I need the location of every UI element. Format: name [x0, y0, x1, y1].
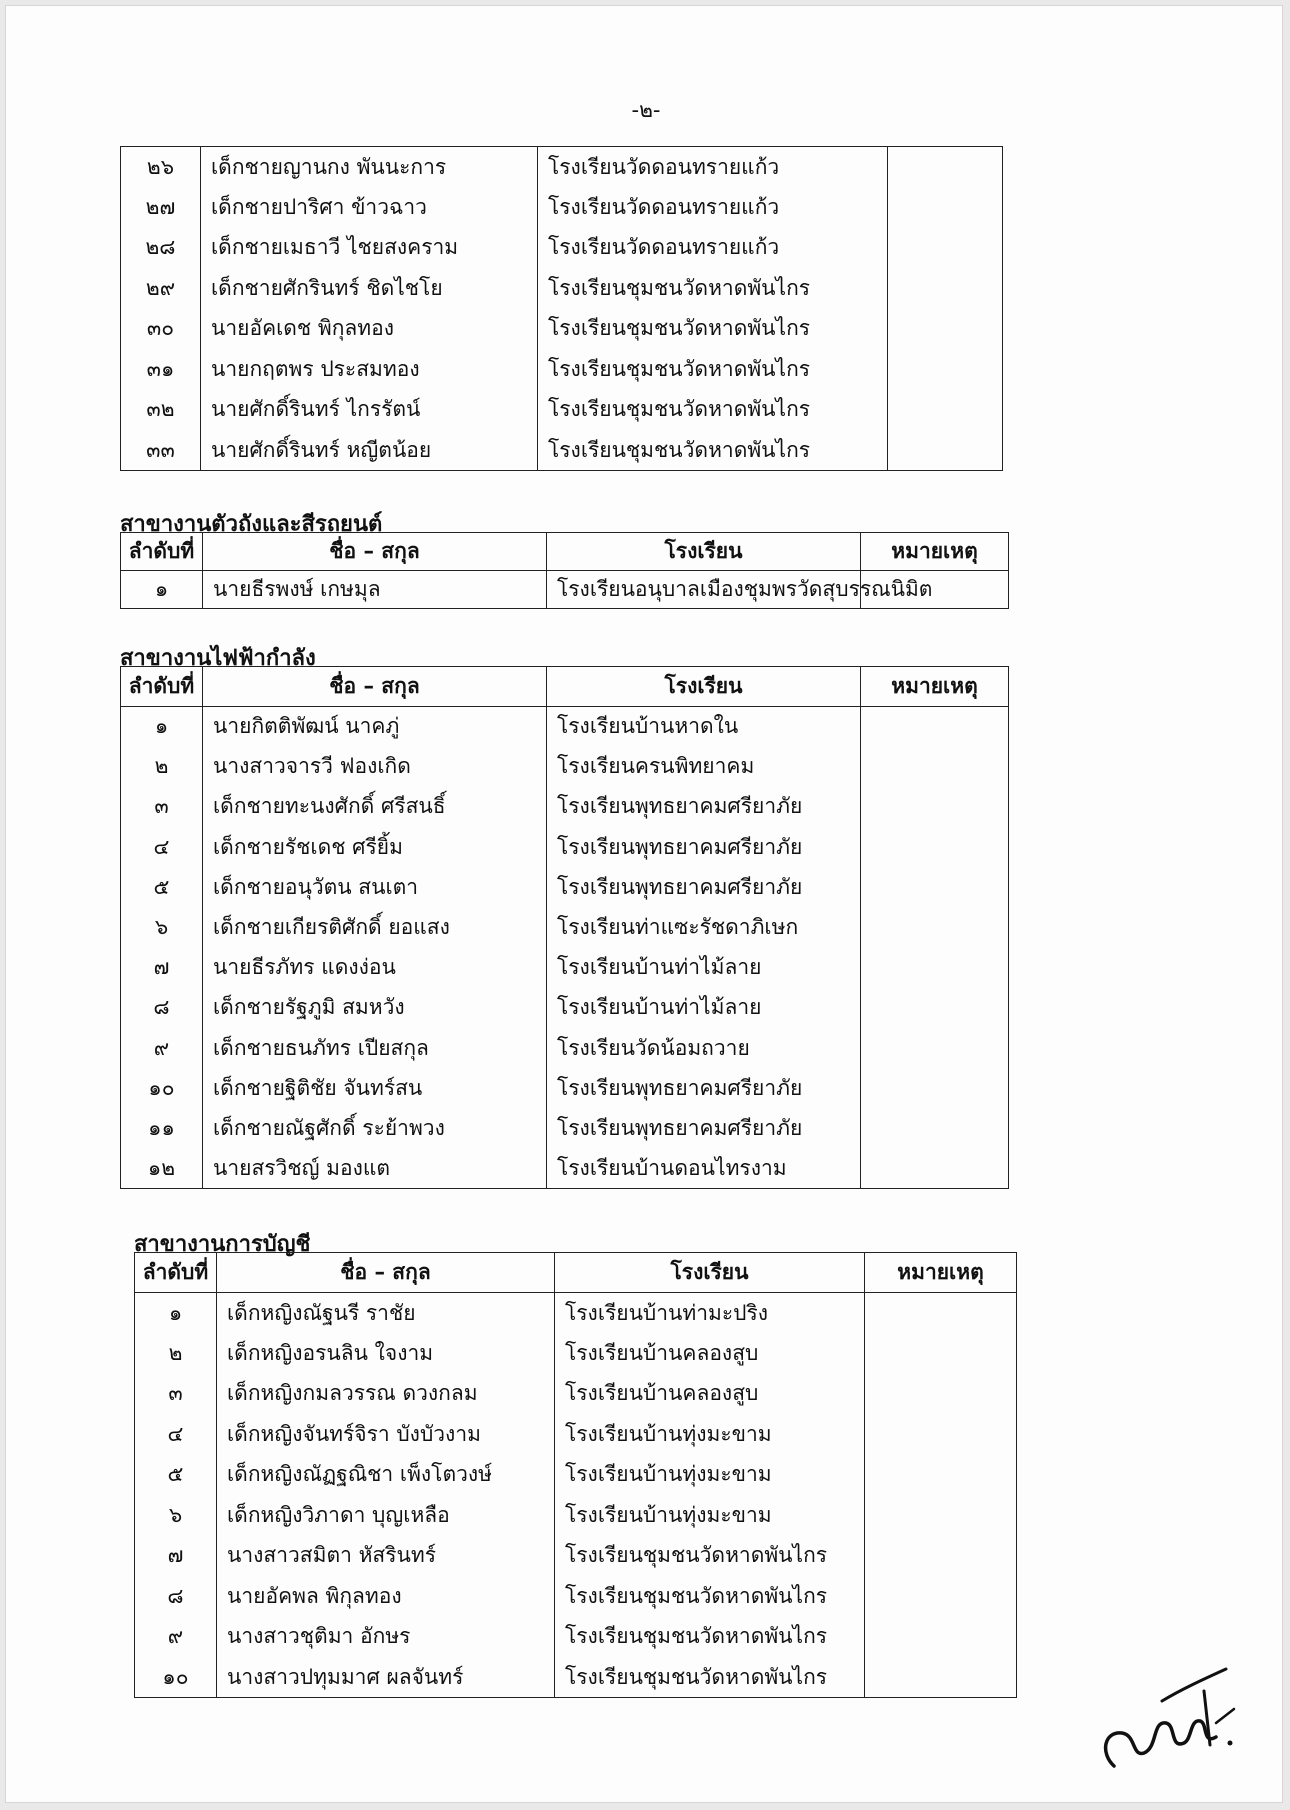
row-number: ๑๐	[121, 1068, 203, 1108]
school-name: โรงเรียนชุมชนวัดหาดพันไกร	[555, 1617, 865, 1658]
school-name: โรงเรียนวัดดอนทรายแก้ว	[538, 228, 888, 269]
student-name: นายอัคพล พิกุลทอง	[217, 1576, 555, 1617]
header-note: หมายเหตุ	[861, 533, 1009, 571]
header-no: ลำดับที่	[121, 533, 203, 571]
student-name: เด็กชายณัฐศักดิ์ ระย้าพวง	[203, 1108, 547, 1148]
row-number: ๒	[121, 747, 203, 787]
electrical-power-table-body	[121, 707, 1009, 1189]
note-cell	[861, 867, 1009, 907]
header-note: หมายเหตุ	[865, 1253, 1017, 1293]
row-number: ๕	[121, 867, 203, 907]
school-name: โรงเรียนบ้านทุ่งมะขาม	[555, 1495, 865, 1536]
school-name: โรงเรียนวัดดอนทรายแก้ว	[538, 147, 888, 188]
note-cell	[861, 907, 1009, 947]
note-cell	[861, 707, 1009, 747]
row-number: ๘	[135, 1576, 217, 1617]
student-name: เด็กชายปาริศา ข้าวฉาว	[201, 187, 538, 228]
note-cell	[865, 1414, 1017, 1455]
school-name: โรงเรียนบ้านคลองสูบ	[555, 1333, 865, 1374]
note-cell	[888, 309, 1003, 350]
row-number: ๑	[135, 1293, 217, 1334]
note-cell	[865, 1293, 1017, 1334]
accounting-table	[134, 1252, 1017, 1698]
student-name: นายสรวิชญ์ มองแต	[203, 1149, 547, 1189]
row-number: ๑	[121, 571, 203, 609]
table-row	[121, 1028, 1009, 1068]
school-name: โรงเรียนบ้านท่ามะปริง	[555, 1293, 865, 1334]
row-number: ๑๒	[121, 1149, 203, 1189]
row-number: ๗	[135, 1536, 217, 1577]
section-title-auto-body: สาขางานตัวถังและสีรถยนต์	[120, 512, 383, 537]
school-name: โรงเรียนบ้านท่าไม้ลาย	[547, 948, 861, 988]
school-name: โรงเรียนชุมชนวัดหาดพันไกร	[538, 349, 888, 390]
electrical-power-table	[120, 666, 1009, 1189]
note-cell	[861, 988, 1009, 1028]
student-name: เด็กชายเกียรติศักดิ์ ยอแสง	[203, 907, 547, 947]
note-cell	[861, 1068, 1009, 1108]
row-number: ๕	[135, 1455, 217, 1496]
school-name: โรงเรียนบ้านหาดใน	[547, 707, 861, 747]
table-row	[121, 1149, 1009, 1189]
accounting-table-body	[135, 1293, 1017, 1698]
table-row	[135, 1617, 1017, 1658]
row-number: ๗	[121, 948, 203, 988]
table-row	[121, 187, 1003, 228]
table-row	[121, 268, 1003, 309]
school-name: โรงเรียนชุมชนวัดหาดพันไกร	[538, 430, 888, 471]
row-number: ๓๒	[121, 390, 201, 431]
school-name: โรงเรียนบ้านท่าไม้ลาย	[547, 988, 861, 1028]
continued-table-body	[121, 147, 1003, 471]
document-page	[6, 6, 1282, 1802]
school-name: โรงเรียนครนพิทยาคม	[547, 747, 861, 787]
student-name: นางสาวปทุมมาศ ผลจันทร์	[217, 1657, 555, 1698]
table-row	[121, 1068, 1009, 1108]
note-cell	[888, 147, 1003, 188]
school-name: โรงเรียนพุทธยาคมศรียาภัย	[547, 1068, 861, 1108]
school-name: โรงเรียนวัดน้อมถวาย	[547, 1028, 861, 1068]
row-number: ๘	[121, 988, 203, 1028]
table-row	[121, 707, 1009, 747]
table-row	[135, 1455, 1017, 1496]
section-title-electrical-power: สาขางานไฟฟ้ากำลัง	[120, 646, 316, 671]
school-name: โรงเรียนบ้านดอนไทรงาม	[547, 1149, 861, 1189]
note-cell	[861, 1108, 1009, 1148]
row-number: ๔	[135, 1414, 217, 1455]
table-row	[121, 430, 1003, 471]
school-name: โรงเรียนบ้านคลองสูบ	[555, 1374, 865, 1415]
student-name: เด็กหญิงวิภาดา บุญเหลือ	[217, 1495, 555, 1536]
table-row	[121, 228, 1003, 269]
student-name: เด็กหญิงณัฏฐณิชา เพ็งโตวงษ์	[217, 1455, 555, 1496]
table-row	[135, 1576, 1017, 1617]
table-row	[121, 147, 1003, 188]
student-name: นายอัคเดช พิกุลทอง	[201, 309, 538, 350]
section-title-accounting: สาขางานการบัญชี	[134, 1232, 311, 1257]
auto-body-table-body	[121, 571, 1009, 609]
student-name: เด็กหญิงกมลวรรณ ดวงกลม	[217, 1374, 555, 1415]
school-name: โรงเรียนชุมชนวัดหาดพันไกร	[555, 1536, 865, 1577]
note-cell	[888, 268, 1003, 309]
row-number: ๑๑	[121, 1108, 203, 1148]
note-cell	[865, 1333, 1017, 1374]
student-name: เด็กชายธนภัทร เปียสกุล	[203, 1028, 547, 1068]
row-number: ๒๗	[121, 187, 201, 228]
header-no: ลำดับที่	[135, 1253, 217, 1293]
header-note: หมายเหตุ	[861, 667, 1009, 707]
school-name: โรงเรียนบ้านทุ่งมะขาม	[555, 1414, 865, 1455]
table-header-row	[121, 667, 1009, 707]
table-row	[121, 907, 1009, 947]
note-cell	[888, 390, 1003, 431]
student-name: นายศักดิ์รินทร์ ไกรรัตน์	[201, 390, 538, 431]
table-row	[121, 309, 1003, 350]
note-cell	[865, 1374, 1017, 1415]
school-name: โรงเรียนชุมชนวัดหาดพันไกร	[538, 309, 888, 350]
note-cell	[865, 1495, 1017, 1536]
student-name: นายธีรภัทร แดงง่อน	[203, 948, 547, 988]
note-cell	[861, 787, 1009, 827]
student-name: เด็กหญิงอรนลิน ใจงาม	[217, 1333, 555, 1374]
table-row	[135, 1293, 1017, 1334]
table-row	[121, 571, 1009, 609]
student-name: นางสาวจารวี ฟองเกิด	[203, 747, 547, 787]
table-row	[121, 867, 1009, 907]
header-school: โรงเรียน	[547, 533, 861, 571]
note-cell	[888, 187, 1003, 228]
student-name: เด็กหญิงจันทร์จิรา บังบัวงาม	[217, 1414, 555, 1455]
school-name: โรงเรียนชุมชนวัดหาดพันไกร	[538, 268, 888, 309]
school-name: โรงเรียนท่าแซะรัชดาภิเษก	[547, 907, 861, 947]
row-number: ๖	[135, 1495, 217, 1536]
student-name: เด็กหญิงณัฐนรี ราชัย	[217, 1293, 555, 1334]
student-name: นายธีรพงษ์ เกษมุล	[203, 571, 547, 609]
student-name: นายกิตติพัฒน์ นาคภู่	[203, 707, 547, 747]
table-row	[135, 1536, 1017, 1577]
row-number: ๔	[121, 827, 203, 867]
school-name: โรงเรียนชุมชนวัดหาดพันไกร	[538, 390, 888, 431]
student-name: นางสาวชุติมา อักษร	[217, 1617, 555, 1658]
header-name: ชื่อ – สกุล	[203, 533, 547, 571]
header-name: ชื่อ – สกุล	[203, 667, 547, 707]
school-name: โรงเรียนพุทธยาคมศรียาภัย	[547, 787, 861, 827]
table-row	[135, 1374, 1017, 1415]
table-row	[121, 827, 1009, 867]
row-number: ๒๘	[121, 228, 201, 269]
note-cell	[861, 827, 1009, 867]
school-name: โรงเรียนชุมชนวัดหาดพันไกร	[555, 1657, 865, 1698]
note-cell	[888, 430, 1003, 471]
student-name: เด็กชายศักรินทร์ ชิดไชโย	[201, 268, 538, 309]
table-row	[121, 747, 1009, 787]
header-name: ชื่อ – สกุล	[217, 1253, 555, 1293]
note-cell	[865, 1657, 1017, 1698]
school-name: โรงเรียนพุทธยาคมศรียาภัย	[547, 867, 861, 907]
note-cell	[865, 1536, 1017, 1577]
table-row	[135, 1657, 1017, 1698]
student-name: เด็กชายรัฐภูมิ สมหวัง	[203, 988, 547, 1028]
row-number: ๓๐	[121, 309, 201, 350]
student-name: เด็กชายเมธาวี ไชยสงคราม	[201, 228, 538, 269]
student-name: เด็กชายญานกง พันนะการ	[201, 147, 538, 188]
table-row	[121, 948, 1009, 988]
note-cell	[865, 1455, 1017, 1496]
table-header-row	[135, 1253, 1017, 1293]
student-name: นายศักดิ์รินทร์ หญีตน้อย	[201, 430, 538, 471]
table-row	[121, 390, 1003, 431]
note-cell	[861, 747, 1009, 787]
row-number: ๙	[135, 1617, 217, 1658]
note-cell	[888, 228, 1003, 269]
school-name: โรงเรียนอนุบาลเมืองชุมพรวัดสุบรรณนิมิต	[547, 571, 861, 609]
row-number: ๓	[121, 787, 203, 827]
note-cell	[865, 1617, 1017, 1658]
row-number: ๒๙	[121, 268, 201, 309]
student-name: นางสาวสมิตา หัสรินทร์	[217, 1536, 555, 1577]
school-name: โรงเรียนชุมชนวัดหาดพันไกร	[555, 1576, 865, 1617]
school-name: โรงเรียนพุทธยาคมศรียาภัย	[547, 827, 861, 867]
row-number: ๒๖	[121, 147, 201, 188]
table-row	[121, 349, 1003, 390]
school-name: โรงเรียนพุทธยาคมศรียาภัย	[547, 1108, 861, 1148]
row-number: ๓๑	[121, 349, 201, 390]
student-name: เด็กชายอนุวัตน สนเตา	[203, 867, 547, 907]
student-name: เด็กชายรัชเดช ศรียิ้ม	[203, 827, 547, 867]
row-number: ๑๐	[135, 1657, 217, 1698]
student-name: นายกฤตพร ประสมทอง	[201, 349, 538, 390]
row-number: ๓	[135, 1374, 217, 1415]
table-row	[121, 988, 1009, 1028]
signature-drawing	[1092, 1661, 1242, 1771]
student-name: เด็กชายทะนงศักดิ์ ศรีสนธิ์	[203, 787, 547, 827]
table-row	[121, 787, 1009, 827]
row-number: ๓๓	[121, 430, 201, 471]
row-number: ๒	[135, 1333, 217, 1374]
note-cell	[888, 349, 1003, 390]
note-cell	[861, 1149, 1009, 1189]
page-number: -๒-	[631, 98, 661, 122]
student-name: เด็กชายฐิติชัย จันทร์สน	[203, 1068, 547, 1108]
table-header-row	[121, 533, 1009, 571]
row-number: ๖	[121, 907, 203, 947]
school-name: โรงเรียนบ้านทุ่งมะขาม	[555, 1455, 865, 1496]
auto-body-table	[120, 532, 1009, 609]
note-cell	[861, 1028, 1009, 1068]
row-number: ๑	[121, 707, 203, 747]
note-cell	[861, 948, 1009, 988]
table-row	[135, 1414, 1017, 1455]
continued-student-table	[120, 146, 1003, 471]
header-school: โรงเรียน	[547, 667, 861, 707]
note-cell	[865, 1576, 1017, 1617]
row-number: ๙	[121, 1028, 203, 1068]
header-school: โรงเรียน	[555, 1253, 865, 1293]
table-row	[121, 1108, 1009, 1148]
table-row	[135, 1333, 1017, 1374]
header-no: ลำดับที่	[121, 667, 203, 707]
table-row	[135, 1495, 1017, 1536]
school-name: โรงเรียนวัดดอนทรายแก้ว	[538, 187, 888, 228]
